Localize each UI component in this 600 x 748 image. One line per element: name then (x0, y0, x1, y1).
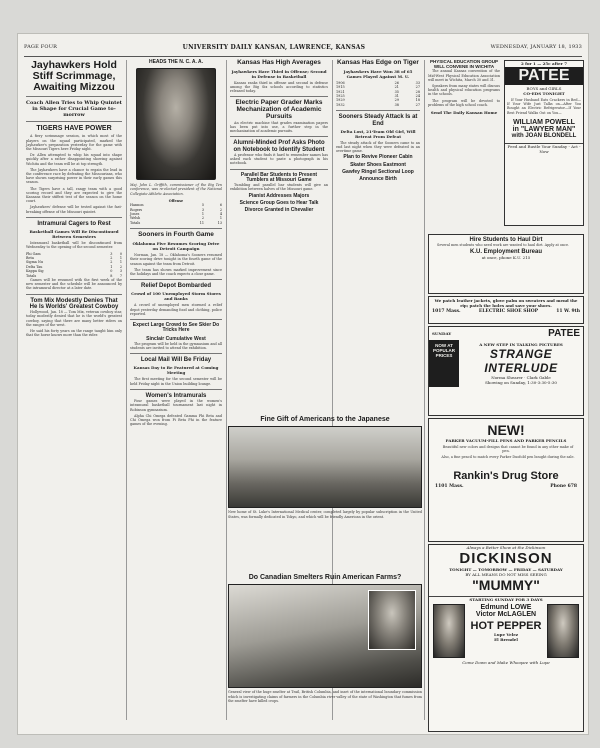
column-rule (126, 60, 127, 720)
japan-caption: New home of St. Luke's International Medical center, completed largely by popular subscription in the United States, was formally dedicated in Tokyo, and which will be friendly American in the orient. (228, 510, 422, 519)
column-five (428, 60, 500, 115)
hospital-photo (228, 426, 422, 508)
dickinson-ad: Always a Better Show at the Dickinson DICKINSON TONIGHT — TOMORROW — FRIDAY — SATURDAY BY ALL MEANS DO NOT MISS SEEING "MUMMY" STARTING SUNDAY FOR 3 DAYS Edmund LOWE Victor McLAGLEN HOT PEPPER Lupe Velez El Brendel Come Down and Make Whoopee with Lupe (428, 544, 584, 732)
hire-ad: Hire Students to Haul Dirt Several men students who need work are wanted to haul dirt. Apply at once. K.U. Employment Bureau at once, phone K.U. 215 (428, 234, 584, 294)
birth-headline: Announce Birth (359, 176, 397, 183)
issue-date: WEDNESDAY, JANUARY 18, 1933 (490, 44, 582, 50)
table-row: 1915 21 27 (336, 85, 420, 90)
cabin-headline: Plan to Revive Pioneer Cabin (343, 154, 413, 161)
column-two (130, 60, 222, 428)
table-row: 1921 35 28 (336, 89, 420, 94)
standings-table (26, 252, 122, 278)
table-row: 1929 29 18 (336, 98, 420, 103)
masthead (24, 44, 582, 57)
article-body: A crowd of unemployed men stormed a relief depot yesterday demanding food and clothing, police reported. (130, 303, 222, 316)
attack-headline: Sooners Steady Attack Is at End (338, 114, 418, 127)
patee-logo: PATEE (505, 67, 583, 85)
article-body: Hollywood, Jan. 18 — Tom Mix, veteran cowboy star, today modestly denied that he is the world's greatest cowboy, saying that there are many better riders on the ranges of the west. He said his forty years on the range taught him only that the horse knows more than the rider. (26, 310, 122, 338)
edge-headline: Kansas Has Edge on Tiger (337, 59, 419, 66)
relief-subhead: Crowd of 100 Unemployed Storm Stores and Banks (131, 291, 221, 302)
dickinson-logo: DICKINSON (459, 550, 553, 567)
article-body: Games will be resumed with the first week of the new semester and the schedule will be announced by the intramural director at a later date. (26, 277, 122, 291)
article-body: Four games were played in the women's intramural basketball tournament last night in Robinson gymnasium. Alpha Chi Omega defeated Gamma Phi Beta and Chi Omega won from Pi Beta Phi in the feature games of the evening. (130, 399, 222, 427)
article-body: A professor who finds it hard to remember names has asked each student to paste a photograph in his notebook. (230, 153, 328, 166)
rankin-store-name: Rankin's Drug Store (453, 469, 559, 482)
main-subhead: Coach Allen Tries to Whip Quintet in Shape for Crucial Game to-morrow (26, 100, 122, 119)
article-body: The first meeting for the second semester will be held Friday night in the Union building lounge. (130, 377, 222, 386)
table-row: Hannon 5 6 (130, 203, 222, 208)
photo-caption-head: HEADS THE N. C. A. A. (148, 59, 204, 65)
star-photo-left (433, 604, 465, 658)
pe-headline: PHYSICAL EDUCATION GROUP WILL CONVENE IN WICHITA (429, 59, 499, 69)
intramural-subhead: Basketball Games Will Be Discontinued Between Semesters (29, 229, 119, 240)
table-row: 1906 26 33 (336, 80, 420, 85)
article-body: Tumbling and parallel bar students will give an exhibition between halves of the Missouri game. (230, 183, 328, 192)
newspaper-page (18, 34, 588, 734)
smelter-caption: General view of the huge smelter at Trail, British Columbia, and inset of the international boundary commission which is investigating claims of farmers in the Columbia river valley of the state of Washington that fumes from the smelter have killed crops. (228, 690, 422, 703)
table-row: Delta Tau 1 2 (26, 264, 122, 269)
skier-headline: Expect Large Crowd to See Skier Do Tricks Here (132, 322, 220, 334)
portrait-photo (136, 68, 216, 180)
patee-ad-top: 2 for 1 — 25c after 7 PATEE BOYS and GIRLS CO-EDS TONIGHT If Your Husband Eats Crackers in Bed—If Your Wife Just Talks on—After You Bought an Electric Refrigerator—If Your Best Friend Walks Out on You— WILLIAM POWELL in "LAWYER MAN" with JOAN BLONDELL Feed and Rustle Your Sunday - Act - Now (504, 60, 584, 226)
intramural-headline: Intramural Cagers to Rest (37, 220, 111, 227)
feature-japan (228, 416, 422, 519)
table-row: Phi Gam 3 0 (26, 251, 122, 256)
article-body: The steady attack of the Sooners came to an end last night when they were defeated in an overtime game. (336, 140, 420, 154)
attack-subhead: Delta Lost, 21-Team Old Girl, Will Retreat From Defeat (340, 128, 416, 139)
paper-title: UNIVERSITY DAILY KANSAN, LAWRENCE, KANSAS (182, 44, 366, 51)
mail-subhead: Kansas Day to Be Featured at Coming Meeting (133, 365, 219, 376)
skater-headline: Skater Shoes Eastmont (350, 161, 406, 168)
table-row: Totals 11 13 (130, 220, 222, 225)
table-row: Beta 2 1 (26, 255, 122, 260)
table-row: 1932 38 27 (336, 102, 420, 107)
table-row: Totals 8 7 (26, 273, 122, 278)
parallel-bar-headline: Parallel Bar Students to Present Tumblers at Missouri Game (240, 171, 318, 183)
column-four (336, 60, 420, 182)
mail-headline: Local Mail Will Be Friday (140, 357, 212, 364)
tigers-headline: TIGERS HAVE POWER (36, 125, 112, 133)
loop-headline: Gawfey Ringel Sectional Loop (342, 168, 414, 175)
send-home-notice: Send The Daily Kansan Home (430, 110, 498, 116)
paper-grader-headline: Electric Paper Grader Marks Mechanization of Academic Pursuits (235, 99, 323, 121)
column-rule (226, 60, 227, 720)
article-body: An electric machine that grades examination papers has been put into use, a further step in the mechanization of academic pursuits. (230, 120, 328, 134)
column-three (230, 60, 328, 213)
pianist-headline: Pianist Addresses Majors (248, 192, 310, 199)
averages-headline: Kansas Has High Averages (237, 59, 321, 66)
series-table (336, 81, 420, 107)
japan-headline: Fine Gift of Americans to the Japanese (260, 416, 390, 423)
women-headline: Women's Intramurals (145, 392, 207, 399)
feature-smelters (228, 574, 422, 703)
film-title: STRANGE INTERLUDE (484, 347, 558, 375)
table-row: Sigma Nu 2 1 (26, 260, 122, 265)
divorce-headline: Divorce Granted in Chevalier (244, 207, 314, 214)
inset-portrait (368, 590, 416, 650)
column-sports (26, 60, 122, 339)
strange-interlude-ad: SUNDAY PATEE NOW AT POPULAR PRICES A NEW STEP IN TALKING PICTURES STRANGE INTERLUDE Norma Shearer · Clark Gable Showing on Sunday, 1:30-3:30-5:30 (428, 326, 584, 416)
column-rule (424, 60, 425, 720)
table-row: Kappa Sig 0 3 (26, 269, 122, 274)
science-headline: Science Group Goes to Hear Talk (239, 199, 319, 206)
photo-caption: Maj. John L. Griffith, commissioner of the Big Ten conference, was re-elected president of the National Collegiate Athletic Association. (130, 183, 222, 196)
article-body: Kansas ranks third in offense and second in defense among the Big Six schools according to statistics released today. (230, 80, 328, 94)
bail-headline: Sinclair Cumulative West (146, 335, 206, 342)
sooners-headline: Sooners in Fourth Game (138, 231, 214, 239)
parker-pens-ad: NEW! PARKER VACUUM-FILL PENS AND PARKER PENCILS Beautiful new colors and designs that cannot be found in any other make of pen. Also, a fine pencil to match every Parker Duofold pen bought during the sale. Rankin's Drug Store 1101 Mass. Phone 678 (428, 418, 584, 542)
tom-mix-headline: Tom Mix Modestly Denies That He Is Worlds' Greatest Cowboy (29, 297, 119, 310)
table-row: Rogers 3 2 (130, 207, 222, 212)
offense-table: Offense Hannon 5 6 Rogers 3 2 Jones 1 4 Welsh 2 1 Totals 11 13 (130, 198, 222, 225)
article-body: The program will be held in the gymnasium and all students are invited to attend the exhibition. (130, 341, 222, 350)
sooners-subhead: Oklahoma Five Resumes Scoring Drive on Detroit Campaign (132, 241, 220, 252)
averages-subhead: Jayhawkers Have Third in Offense; Second in Defense in Basketball (231, 68, 327, 79)
article-body: Norman, Jan. 18 — Oklahoma's Sooners resumed their scoring drive tonight in the fourth game of the season against the team from Detroit. The team has shown marked improvement since the holidays and the coach expects a close game. (130, 253, 222, 276)
electric-shoe-ad: We patch leather jackets, glove palm on sweaters and mend the rip; patch the holes and save your shoes. 1017 Mass. ELECTRIC SHOE SHOP 11 W. 9th (428, 296, 584, 324)
smelter-headline: Do Canadian Smelters Ruin American Farms? (248, 574, 402, 581)
table-row: Welsh 2 1 (130, 216, 222, 221)
table-row: 1925 31 24 (336, 94, 420, 99)
relief-headline: Relief Depot Bombarded (140, 283, 211, 290)
table-row: Jones 1 4 (130, 212, 222, 217)
main-headline: Jayhawkers Hold Stiff Scrimmage, Awaiting Mizzou (31, 59, 117, 94)
pe-body: The annual Kansas convention of the Mid-West Physical Education Association will meet in Wichita, March 30 and 31. Speakers from many states will discuss health and physical education programs in the schools. The program will be devoted to problems of the high school coach. (428, 69, 500, 107)
star-photo-right (547, 604, 579, 658)
page-number: PAGE FOUR (24, 44, 58, 50)
edge-subhead: Jayhawkers Have Won 38 of 65 Games Played Against M. U. (343, 68, 413, 79)
article-body: Intramural basketball will be discontinued from Wednesday to the opening of the second semester. (26, 241, 122, 250)
professor-headline: Alumni-Minded Prof Asks Photo on Notebook to Identify Student (233, 140, 325, 153)
article-body: A fiery scrimmage session, in which most of the players on the squad participated, marked the Jayhawker's preparation yesterday for the game with the Missouri Tigers here Friday night. Dr. Allen attempted to whip his squad into shape quickly after a rather disappointing showing against Wichita and the team will be at top strength. The Jayhawkers have a chance to regain the lead in the conference race by defeating the Missourians, who have shown surprising power in their early games this season. The Tigers have a tall, rangy team with a good scoring record and they are expected to give the Kansans their stiffest test of the season on the home court. Jayhawkers' defense will be tested against the fast-breaking offense of the Missouri quintet. (26, 134, 122, 214)
